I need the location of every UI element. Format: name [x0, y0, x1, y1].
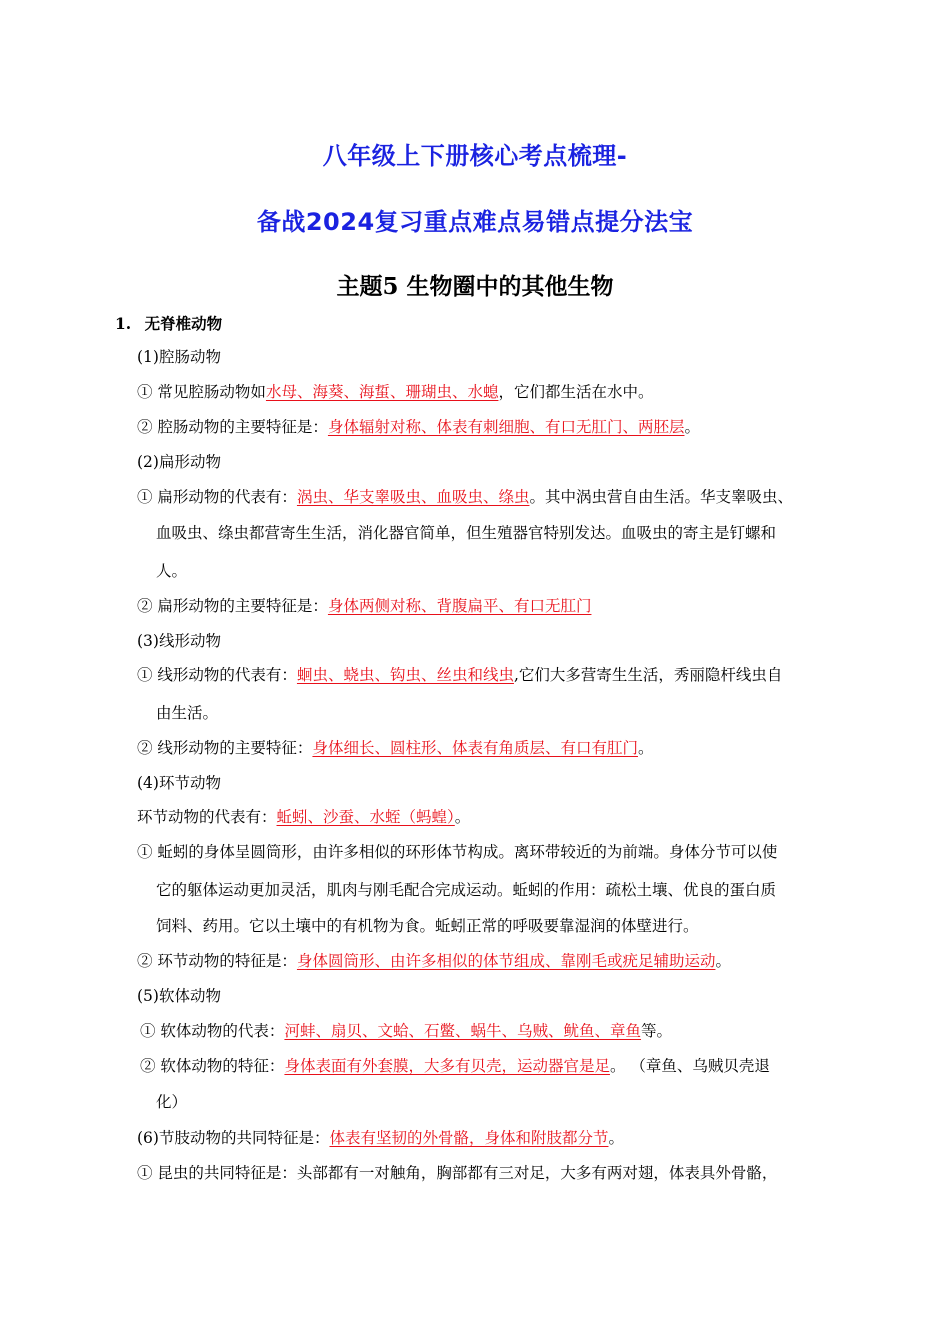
document-title-line-2: 备战2024复习重点难点易错点提分法宝: [256, 208, 694, 236]
text-line: [137, 737, 653, 759]
answer-highlight: 身体两侧对称、背腹扁平、有口无肛门: [327, 597, 592, 615]
answer-highlight: 蛔虫、蛲虫、钩虫、丝虫和线虫: [296, 666, 514, 684]
text-span: ① 常见腔肠动物如: [137, 383, 266, 401]
text-span: (6)节肢动物的共同特征是：: [137, 1129, 330, 1147]
text-span: 。其中涡虫营自由生活。华支睾吸虫、: [529, 488, 793, 506]
text-span: 。: [684, 418, 700, 436]
answer-highlight: 身体辐射对称、体表有刺细胞、有口无肛门、两胚层: [327, 418, 685, 436]
text-span: 由生活。: [156, 704, 219, 722]
answer-highlight: 河蚌、扇贝、文蛤、石鳖、蜗牛、乌贼、鱿鱼、章鱼: [284, 1022, 641, 1040]
text-span: 化）: [156, 1093, 188, 1111]
text-span: ② 扁形动物的主要特征是：: [137, 597, 328, 615]
text-line: [137, 985, 221, 1007]
text-span: 等。: [640, 1022, 672, 1040]
text-span: ① 扁形动物的代表有：: [137, 488, 297, 506]
text-line: [137, 664, 782, 686]
text-line: [156, 560, 187, 582]
text-line: [137, 772, 221, 794]
answer-highlight: 水母、海葵、海蜇、珊瑚虫、水螅: [265, 383, 499, 401]
text-line: [156, 879, 776, 901]
text-line: [156, 1091, 187, 1113]
text-span: ① 软体动物的代表：: [140, 1022, 285, 1040]
text-span: ② 腔肠动物的主要特征是：: [137, 418, 328, 436]
text-line: [137, 595, 591, 617]
text-span: 。: [608, 1129, 624, 1147]
text-span: 。: [637, 739, 654, 757]
answer-highlight: 涡虫、华支睾吸虫、血吸虫、绦虫: [296, 488, 530, 506]
text-span: 环节动物的代表有：: [137, 808, 277, 826]
text-span: 它的躯体运动更加灵活，肌肉与刚毛配合完成运动。蚯蚓的作用：疏松土壤、优良的蛋白质: [156, 881, 777, 899]
answer-highlight: 蚯蚓、沙蚕、水蛭（蚂蝗）: [276, 808, 455, 826]
text-span: ① 蚯蚓的身体呈圆筒形，由许多相似的环形体节构成。离环带较近的为前端。身体分节可以使: [137, 843, 778, 861]
answer-highlight: 体表有坚韧的外骨骼，身体和附肢都分节: [329, 1129, 609, 1147]
text-line: [137, 806, 470, 828]
answer-highlight: 身体圆筒形、由许多相似的体节组成、靠刚毛或疣足辅助运动: [296, 952, 716, 970]
text-span: (3)线形动物: [137, 632, 221, 650]
text-line: [137, 346, 221, 368]
text-line: [137, 381, 653, 403]
text-line: [140, 1055, 770, 1077]
text-span: 。: [454, 808, 471, 826]
text-span: ，它们都生活在水中。: [498, 383, 654, 401]
text-line: [156, 702, 218, 724]
section-heading: [115, 313, 222, 335]
text-span: 。: [715, 952, 731, 970]
text-line: [137, 486, 793, 508]
text-line: [137, 630, 221, 652]
text-span: ① 昆虫的共同特征是：头部都有一对触角，胸部都有三对足，大多有两对翅，体表具外骨骼，: [137, 1164, 778, 1182]
text-span: ② 软体动物的特征：: [140, 1057, 285, 1075]
text-line: [137, 1127, 624, 1149]
document-title-line-1: 八年级上下册核心考点梳理-: [322, 142, 628, 170]
answer-highlight: 身体表面有外套膜，大多有贝壳，运动器官是足: [284, 1057, 610, 1075]
text-line: [156, 522, 776, 544]
text-span: ② 线形动物的主要特征：: [137, 739, 313, 757]
text-span: ① 线形动物的代表有：: [137, 666, 297, 684]
section-number: 1.: [115, 314, 132, 333]
text-span: 。 （章鱼、乌贼贝壳退: [609, 1057, 770, 1075]
topic-heading: 主题5 生物圈中的其他生物: [336, 273, 614, 300]
text-span: ,它们大多营寄生生活，秀丽隐杆线虫自: [513, 666, 783, 684]
text-line: [137, 1162, 777, 1184]
text-line: [140, 1020, 672, 1042]
text-span: (1)腔肠动物: [137, 348, 221, 366]
text-span: (4)环节动物: [137, 774, 221, 792]
text-line: [156, 915, 699, 937]
text-line: [137, 451, 221, 473]
answer-highlight: 身体细长、圆柱形、体表有角质层、有口有肛门: [312, 739, 638, 757]
text-span: 人。: [156, 562, 188, 580]
text-line: [137, 416, 700, 438]
text-line: [137, 841, 777, 863]
section-title: 无脊椎动物: [144, 314, 223, 333]
text-span: ② 环节动物的特征是：: [137, 952, 297, 970]
text-line: [137, 950, 731, 972]
text-span: 血吸虫、绦虫都营寄生生活，消化器官简单，但生殖器官特别发达。血吸虫的寄主是钉螺和: [156, 524, 777, 542]
text-span: 饲料、药用。它以土壤中的有机物为食。蚯蚓正常的呼吸要靠湿润的体壁进行。: [156, 917, 699, 935]
text-span: (5)软体动物: [137, 987, 221, 1005]
text-span: (2)扁形动物: [137, 453, 221, 471]
